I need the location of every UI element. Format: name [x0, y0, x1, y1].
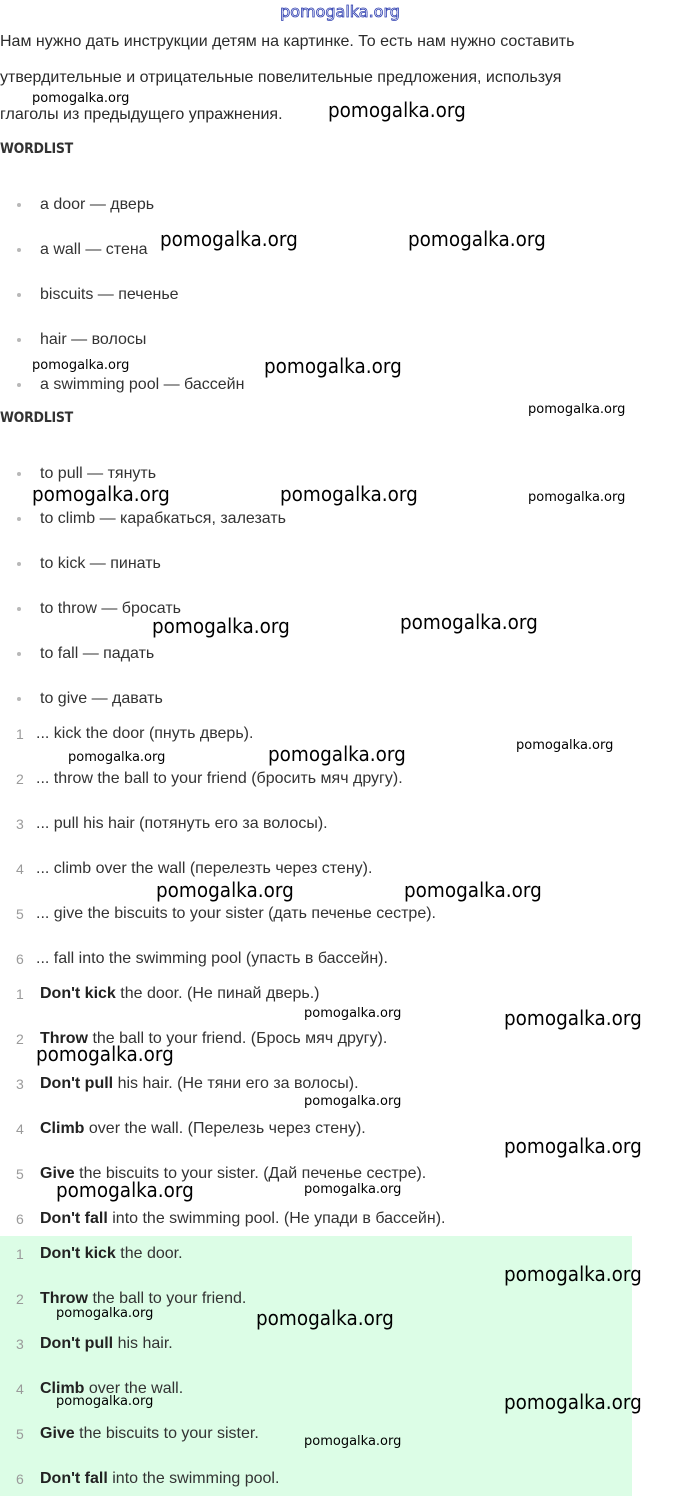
watermark: pomogalka.org — [404, 878, 542, 902]
sentence-rest: the door. (Не пинай дверь.) — [115, 985, 320, 1002]
verb-phrase: Don't fall — [40, 1470, 108, 1487]
list-item-text: to give — давать — [40, 690, 163, 707]
watermark: pomogalka.org — [56, 1394, 154, 1409]
answer-item — [0, 1467, 279, 1491]
watermark: pomogalka.org — [304, 1182, 402, 1197]
list-item — [0, 283, 179, 307]
watermark: pomogalka.org — [152, 614, 290, 638]
list-item-text: hair — волосы — [40, 331, 147, 348]
item-number: 3 — [16, 1076, 24, 1092]
item-number: 1 — [16, 726, 24, 742]
sentence-rest: the biscuits to your sister. — [74, 1425, 259, 1442]
task-item — [0, 767, 403, 791]
task-text: ... fall into the swimming pool (упасть в бассейн). — [36, 950, 388, 967]
verb-phrase: Give — [40, 1425, 75, 1442]
task-text: ... give the biscuits to your sister (дать печенье сестре). — [36, 905, 436, 922]
watermark: pomogalka.org — [160, 227, 298, 251]
verb-phrase: Throw — [40, 1030, 88, 1047]
bullet-icon — [17, 248, 21, 252]
item-number: 5 — [16, 1426, 24, 1442]
list-item-text: to kick — пинать — [40, 555, 161, 572]
list-item — [0, 687, 163, 711]
list-item-text: to fall — падать — [40, 645, 155, 662]
sentence-rest: into the swimming pool. (Не упади в бассейн). — [107, 1210, 446, 1227]
sentence-rest: over the wall. (Перелезь через стену). — [84, 1120, 366, 1137]
translation-item — [0, 982, 320, 1006]
list-item-text: a door — дверь — [40, 196, 155, 213]
list-item — [0, 552, 161, 576]
item-number: 5 — [16, 1166, 24, 1182]
list-item — [0, 238, 148, 262]
list-item-text: a wall — стена — [40, 241, 148, 258]
verb-phrase: Don't pull — [40, 1075, 114, 1092]
item-number: 5 — [16, 906, 24, 922]
list-item — [0, 193, 154, 217]
watermark: pomogalka.org — [504, 1006, 642, 1030]
watermark: pomogalka.org — [304, 1006, 402, 1021]
item-number: 3 — [16, 816, 24, 832]
watermark: pomogalka.org — [528, 490, 626, 505]
task-item — [0, 902, 436, 926]
watermark: pomogalka.org — [504, 1134, 642, 1158]
answer-item — [0, 1332, 173, 1356]
list-item-text: to pull — тянуть — [40, 465, 157, 482]
task-text: ... kick the door (пнуть дверь). — [36, 725, 254, 742]
task-item — [0, 812, 328, 836]
verb-phrase: Give — [40, 1165, 75, 1182]
verb-phrase: Throw — [40, 1290, 88, 1307]
bullet-icon — [17, 562, 21, 566]
wordlist-heading: WORDLIST — [0, 410, 73, 426]
watermark: pomogalka.org — [156, 878, 294, 902]
bullet-icon — [17, 472, 21, 476]
list-item — [0, 507, 286, 531]
sentence-rest: his hair. — [113, 1335, 173, 1352]
list-item — [0, 373, 244, 397]
translation-item — [0, 1072, 359, 1096]
watermark: pomogalka.org — [504, 1262, 642, 1286]
answer-item — [0, 1422, 259, 1446]
sentence-rest: the biscuits to your sister. (Дай печенье сестре). — [74, 1165, 427, 1182]
site-logo[interactable]: pomogalka.org — [280, 2, 400, 21]
item-number: 4 — [16, 1121, 24, 1137]
item-number: 6 — [16, 1211, 24, 1227]
watermark: pomogalka.org — [304, 1094, 402, 1109]
task-text: ... climb over the wall (перелезть через стену). — [36, 860, 373, 877]
item-number: 4 — [16, 1381, 24, 1397]
bullet-icon — [17, 383, 21, 387]
sentence-rest: over the wall. — [84, 1380, 184, 1397]
item-number: 1 — [16, 986, 24, 1002]
watermark: pomogalka.org — [32, 482, 170, 506]
item-number: 6 — [16, 1471, 24, 1487]
task-text: ... pull his hair (потянуть его за волосы). — [36, 815, 328, 832]
verb-phrase: Don't kick — [40, 1245, 116, 1262]
verb-phrase: Don't kick — [40, 985, 116, 1002]
task-text: ... throw the ball to your friend (бросить мяч другу). — [36, 770, 403, 787]
sentence-rest: the ball to your friend. (Брось мяч другу). — [88, 1030, 388, 1047]
list-item-text: to climb — карабкаться, залезать — [40, 510, 287, 527]
sentence-rest: his hair. (Не тяни его за волосы). — [113, 1075, 359, 1092]
item-number: 3 — [16, 1336, 24, 1352]
watermark: pomogalka.org — [504, 1390, 642, 1414]
bullet-icon — [17, 338, 21, 342]
intro-line: Нам нужно дать инструкции детям на картинке. То есть нам нужно составить — [0, 33, 575, 50]
sentence-rest: into the swimming pool. — [107, 1470, 280, 1487]
item-number: 2 — [16, 771, 24, 787]
sentence-rest: the ball to your friend. — [88, 1290, 247, 1307]
watermark: pomogalka.org — [32, 358, 130, 373]
intro-line: глаголы из предыдущего упражнения. — [0, 106, 283, 123]
watermark: pomogalka.org — [264, 354, 402, 378]
watermark: pomogalka.org — [56, 1306, 154, 1321]
bullet-icon — [17, 652, 21, 656]
task-item — [0, 947, 388, 971]
watermark: pomogalka.org — [328, 98, 466, 122]
bullet-icon — [17, 697, 21, 701]
bullet-icon — [17, 517, 21, 521]
verb-phrase: Climb — [40, 1380, 85, 1397]
sentence-rest: the door. — [115, 1245, 183, 1262]
item-number: 4 — [16, 861, 24, 877]
list-item-text: to throw — бросать — [40, 600, 181, 617]
translation-item — [0, 1117, 366, 1141]
watermark: pomogalka.org — [408, 227, 546, 251]
list-item — [0, 642, 154, 666]
intro-line: утвердительные и отрицательные повелительные предложения, используя — [0, 69, 562, 86]
watermark: pomogalka.org — [528, 402, 626, 417]
watermark: pomogalka.org — [268, 742, 406, 766]
bullet-icon — [17, 293, 21, 297]
item-number: 2 — [16, 1291, 24, 1307]
watermark: pomogalka.org — [256, 1306, 394, 1330]
task-item — [0, 722, 253, 746]
watermark: pomogalka.org — [400, 610, 538, 634]
watermark: pomogalka.org — [36, 1042, 174, 1066]
verb-phrase: Climb — [40, 1120, 85, 1137]
watermark: pomogalka.org — [304, 1434, 402, 1449]
verb-phrase: Don't fall — [40, 1210, 108, 1227]
list-item — [0, 328, 146, 352]
bullet-icon — [17, 203, 21, 207]
item-number: 2 — [16, 1031, 24, 1047]
watermark: pomogalka.org — [32, 91, 130, 106]
watermark: pomogalka.org — [516, 738, 614, 753]
watermark: pomogalka.org — [68, 750, 166, 765]
watermark: pomogalka.org — [280, 482, 418, 506]
item-number: 6 — [16, 951, 24, 967]
translation-item — [0, 1207, 445, 1231]
list-item-text: a swimming pool — бассейн — [40, 376, 245, 393]
answer-item — [0, 1242, 183, 1266]
bullet-icon — [17, 607, 21, 611]
watermark: pomogalka.org — [56, 1178, 194, 1202]
item-number: 1 — [16, 1246, 24, 1262]
list-item-text: biscuits — печенье — [40, 286, 179, 303]
verb-phrase: Don't pull — [40, 1335, 114, 1352]
wordlist-heading: WORDLIST — [0, 141, 73, 157]
